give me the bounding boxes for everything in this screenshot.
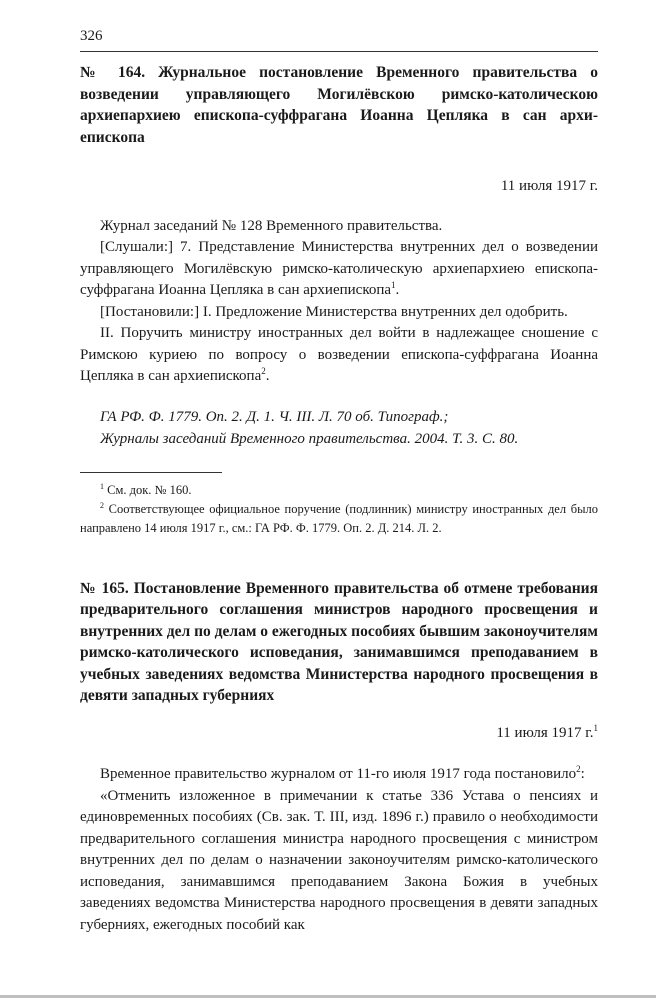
source-line-1: ГА РФ. Ф. 1779. Оп. 2. Д. 1. Ч. III. Л. 70 об. Типограф.; (100, 408, 449, 425)
doc-165-intro (80, 764, 598, 786)
document-165 (80, 578, 598, 937)
page-content (80, 62, 598, 936)
doc-164-item-2 (80, 323, 598, 388)
footnote-1 (80, 481, 598, 500)
doc-165-p1-text: Временное правительство журналом от 11-го июля 1917 года постановило (100, 766, 577, 782)
doc-164-date: 11 июля 1917 г. (500, 178, 598, 194)
page-bottom-edge (0, 995, 656, 998)
header-rule (80, 51, 598, 52)
doc-164-title: № 164. Журнальное постановление Временного правительства о возведении управляющего Могилёвскою римско-католическою архиепархиею епископа-суффрагана Иоанна Цепляка в сан архиепископа (80, 64, 598, 146)
footnote-ref[interactable]: 1 (391, 280, 396, 290)
footnote-text: См. док. № 160. (104, 482, 192, 497)
doc-164-p2-text: [Слушали:] 7. Представление Министерства внутренних дел о возведении управляющего Могилёвскую римско-католическую архиепархиею епископа-суффрагана Иоанна Цепляка в сан архиепископа (80, 239, 598, 298)
doc-165-date-text: 11 июля 1917 г. (496, 724, 594, 741)
source-line-2: Журналы заседаний Временного правительства. 2004. Т. 3. С. 80. (100, 430, 519, 447)
footnote-text: Соответствующее официальное поручение (подлинник) министру иностранных дел было направлено 14 июля 1917 г., см.: ГА РФ. Ф. 1779. Оп. 2. Д. 214. Л. 2. (80, 501, 598, 535)
footnote-mark: 1 (100, 481, 104, 491)
footnote-mark: 2 (100, 500, 104, 510)
page-number: 326 (80, 28, 103, 44)
doc-165-quote (80, 786, 598, 937)
doc-165-title: № 165. Постановление Временного правительства об отмене требования предварительного соглашения министров народного просвещения и внутренних дел по делам о ежегодных пособиях бывшим законоучителям римско-католического исповедания, занимавшимся преподаванием в учебных заведениях ведомства Министерства народного просвещения в девяти западных губерниях (80, 579, 598, 704)
doc-164-p2-end: . (395, 282, 400, 298)
footnote-ref[interactable]: 1 (593, 722, 598, 733)
doc-164-p4-text: II. Поручить министру иностранных дел войти в надлежащее сношение с Римскою куриею по вопросу о возведении епископа-суффрагана Иоанна Цепляка в сан архиепископа (80, 325, 598, 384)
doc-165-p2-text: «Отменить изложенное в примечании к статье 336 Устава о пенсиях и единовременных пособиях (Св. зак. Т. III, изд. 1896 г.) правило о необходимости предварительного соглашения министра народного просвещения с министром внутренних дел по делам о назначении законоучителям римско-католического исповедания, занимавшимся преподаванием Закона Божия в учебных заведениях ведомства Министерства народного просвещения в девяти западных губерниях, ежегодных пособий как (80, 787, 598, 933)
doc-165-date (80, 723, 598, 745)
doc-164-journal-line (80, 216, 598, 238)
doc-164-footnotes (80, 481, 598, 538)
footnote-rule (80, 472, 222, 473)
doc-164-source (80, 406, 598, 450)
footnote-ref[interactable]: 2 (576, 764, 581, 774)
doc-164-p1-text: Журнал заседаний № 128 Временного правительства. (100, 217, 443, 234)
doc-164-resolved (80, 302, 598, 324)
footnote-2 (80, 500, 598, 538)
doc-164-p4-end: . (265, 368, 270, 384)
doc-164-heard (80, 237, 598, 302)
document-164 (80, 62, 598, 538)
doc-165-p1-end: : (580, 766, 585, 782)
doc-164-p3-text: [Постановили:] I. Предложение Министерства внутренних дел одобрить. (100, 303, 568, 320)
footnote-ref[interactable]: 2 (261, 366, 266, 376)
